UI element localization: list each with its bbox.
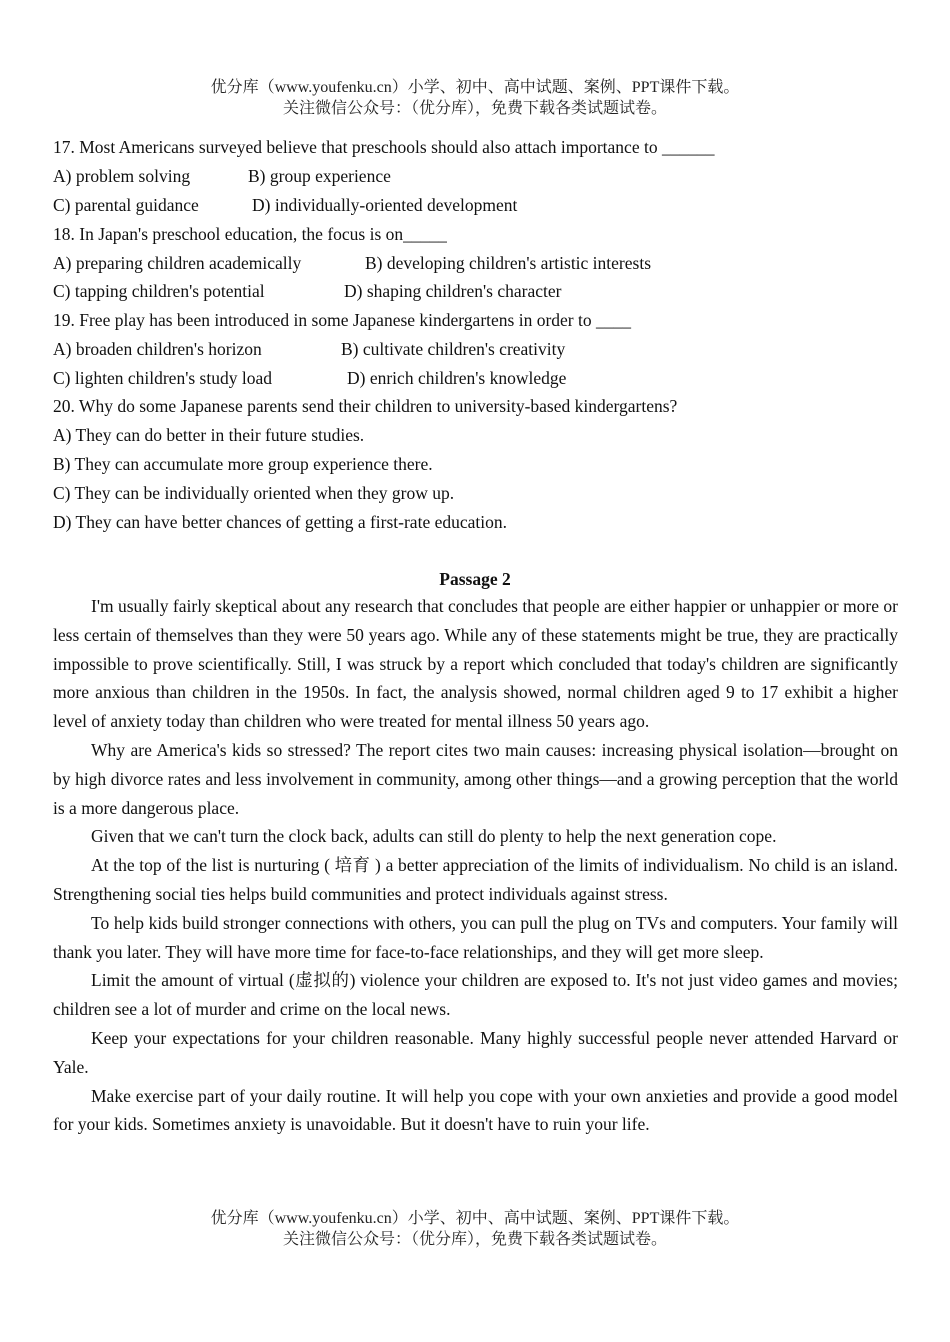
question-17-stem: 17. Most Americans surveyed believe that preschools should also attach importance to ______ [53,137,715,157]
passage-paragraph-6: Limit the amount of virtual (虚拟的) violence your children are exposed to. It's not just video games and movies; children see a lot of murder and crime on the local news. [53,970,898,1020]
question-20-option-d: D) They can have better chances of getting a first-rate education. [53,512,507,532]
question-19-option-b: B) cultivate children's creativity [341,339,566,359]
question-17-option-a: A) problem solving [53,166,191,186]
question-17-option-b: B) group experience [248,166,391,186]
question-20-option-a: A) They can do better in their future studies. [53,425,365,445]
header-line-1: 优分库（www.youfenku.cn）小学、初中、高中试题、案例、PPT课件下载。 [210,79,740,96]
passage-paragraph-8: Make exercise part of your daily routine. It will help you cope with your own anxieties and provide a good model for your kids. Sometimes anxiety is unavoidable. But it doesn't have to ruin your life. [53,1085,898,1135]
question-18-option-c: C) tapping children's potential [53,281,265,301]
passage-paragraph-5: To help kids build stronger connections with others, you can pull the plug on TVs and computers. Your family will thank you later. They will have more time for face-to-face relationships, and they will get more sleep. [53,912,898,962]
question-20-option-b: B) They can accumulate more group experience there. [53,454,433,474]
passage-paragraph-2: Why are America's kids so stressed? The report cites two main causes: increasing physical isolation—brought on by high divorce rates and less involvement in community, among other things—and a growing perception that the world is a more dangerous place. [53,739,898,818]
question-19-option-a: A) broaden children's horizon [53,339,262,359]
page-footer [0,1208,950,1250]
question-20-option-c: C) They can be individually oriented when they grow up. [53,483,455,503]
passage-paragraph-1: I'm usually fairly skeptical about any research that concludes that people are either happier or unhappier or more or less certain of themselves than they were 50 years ago. While any of these statements might be true, they are practically impossible to prove scientifically. Still, I was struck by a report which concluded that today's children are significantly more anxious than children in the 1950s. In fact, the analysis showed, normal children aged 9 to 17 exhibit a higher level of anxiety today than children who were treated for mental illness 50 years ago. [53,596,898,732]
question-17-option-c: C) parental guidance [53,195,199,215]
passage-paragraph-7: Keep your expectations for your children reasonable. Many highly successful people never attended Harvard or Yale. [53,1027,898,1077]
passage-paragraph-4: At the top of the list is nurturing ( 培育 ) a better appreciation of the limits of individualism. No child is an island. Strengthening social ties helps build communities and protect individuals against stress. [53,855,898,904]
footer-line-1: 优分库（www.youfenku.cn）小学、初中、高中试题、案例、PPT课件下载。 [210,1210,740,1227]
page-header [0,77,950,119]
question-19-options-row-1 [53,335,565,364]
question-18-option-a: A) preparing children academically [53,253,302,273]
question-19-options-row-2 [53,364,566,393]
question-18-option-d: D) shaping children's character [344,281,562,301]
header-line-2: 关注微信公众号：（优分库），免费下载各类试题试卷。 [282,100,667,117]
question-18-options-row-1 [53,249,651,278]
question-19-option-c: C) lighten children's study load [53,368,272,388]
question-19-option-d: D) enrich children's knowledge [347,368,567,388]
question-18-options-row-2 [53,277,561,306]
passage-title: Passage 2 [439,569,511,589]
footer-line-2: 关注微信公众号：（优分库），免费下载各类试题试卷。 [282,1231,667,1248]
question-20-stem: 20. Why do some Japanese parents send their children to university-based kindergartens? [53,396,678,416]
question-19-stem: 19. Free play has been introduced in some Japanese kindergartens in order to ____ [53,310,631,330]
question-17-options-row-1 [53,162,391,191]
question-18-stem: 18. In Japan's preschool education, the focus is on_____ [53,224,447,244]
question-18-option-b: B) developing children's artistic interests [365,253,651,273]
question-17-options-row-2 [53,191,517,220]
passage-paragraph-3: Given that we can't turn the clock back, adults can still do plenty to help the next generation cope. [91,826,777,847]
passage-body [53,592,898,1139]
question-17-option-d: D) individually-oriented development [252,195,518,215]
